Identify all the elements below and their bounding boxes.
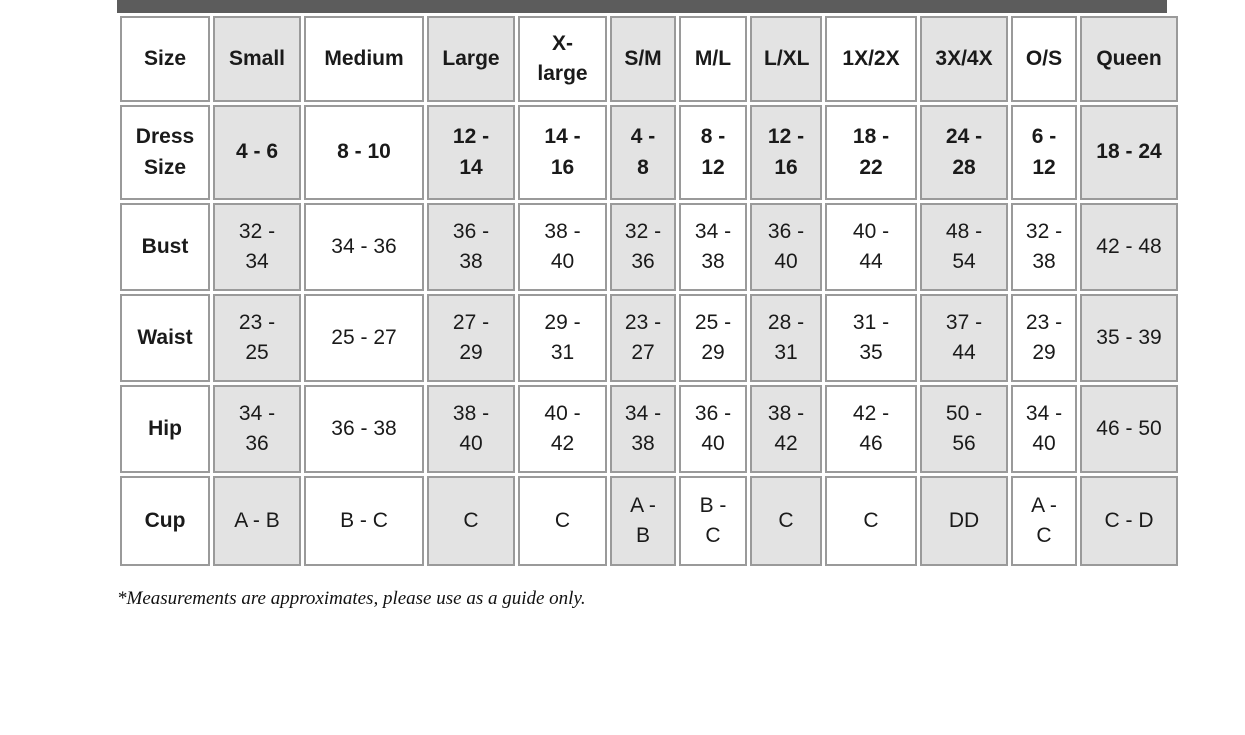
data-cell: DD xyxy=(920,476,1008,566)
data-cell: A - B xyxy=(213,476,301,566)
data-cell: 31 - 35 xyxy=(825,294,917,382)
column-header: M/L xyxy=(679,16,747,102)
data-cell: 25 - 29 xyxy=(679,294,747,382)
data-cell: 38 - 40 xyxy=(427,385,515,473)
data-cell: C xyxy=(750,476,822,566)
column-header: X-large xyxy=(518,16,607,102)
data-cell: 42 - 46 xyxy=(825,385,917,473)
column-header: Large xyxy=(427,16,515,102)
data-cell: C xyxy=(518,476,607,566)
data-cell: 4 - 8 xyxy=(610,105,676,200)
data-cell: 25 - 27 xyxy=(304,294,424,382)
data-cell: 23 - 27 xyxy=(610,294,676,382)
data-cell: 27 - 29 xyxy=(427,294,515,382)
data-cell: 34 - 38 xyxy=(679,203,747,291)
column-header: L/XL xyxy=(750,16,822,102)
data-cell: 32 - 36 xyxy=(610,203,676,291)
data-cell: 34 - 36 xyxy=(213,385,301,473)
footnote: *Measurements are approximates, please use as a guide only. xyxy=(117,588,586,609)
data-cell: 37 - 44 xyxy=(920,294,1008,382)
data-cell: 34 - 36 xyxy=(304,203,424,291)
column-header: 3X/4X xyxy=(920,16,1008,102)
table-row xyxy=(120,203,1178,291)
table-row xyxy=(120,105,1178,200)
column-header: Small xyxy=(213,16,301,102)
data-cell: 34 - 40 xyxy=(1011,385,1077,473)
data-cell: B - C xyxy=(679,476,747,566)
column-header: Medium xyxy=(304,16,424,102)
data-cell: B - C xyxy=(304,476,424,566)
data-cell: 23 - 29 xyxy=(1011,294,1077,382)
data-cell: C xyxy=(825,476,917,566)
data-cell: 38 - 40 xyxy=(518,203,607,291)
data-cell: A - C xyxy=(1011,476,1077,566)
size-chart xyxy=(117,0,1167,569)
data-cell: 29 - 31 xyxy=(518,294,607,382)
row-label: Cup xyxy=(120,476,210,566)
data-cell: 14 - 16 xyxy=(518,105,607,200)
data-cell: 46 - 50 xyxy=(1080,385,1178,473)
data-cell: 50 - 56 xyxy=(920,385,1008,473)
data-cell: 38 - 42 xyxy=(750,385,822,473)
row-label: Waist xyxy=(120,294,210,382)
data-cell: 42 - 48 xyxy=(1080,203,1178,291)
size-chart-table xyxy=(117,13,1181,569)
column-header: 1X/2X xyxy=(825,16,917,102)
data-cell: 23 - 25 xyxy=(213,294,301,382)
column-header: S/M xyxy=(610,16,676,102)
row-label: Bust xyxy=(120,203,210,291)
data-cell: C - D xyxy=(1080,476,1178,566)
data-cell: C xyxy=(427,476,515,566)
data-cell: 40 - 42 xyxy=(518,385,607,473)
column-header: O/S xyxy=(1011,16,1077,102)
data-cell: 8 - 10 xyxy=(304,105,424,200)
data-cell: 35 - 39 xyxy=(1080,294,1178,382)
data-cell: 36 - 38 xyxy=(304,385,424,473)
data-cell: 40 - 44 xyxy=(825,203,917,291)
data-cell: 36 - 38 xyxy=(427,203,515,291)
data-cell: 4 - 6 xyxy=(213,105,301,200)
data-cell: 48 - 54 xyxy=(920,203,1008,291)
table-row xyxy=(120,476,1178,566)
data-cell: 36 - 40 xyxy=(679,385,747,473)
table-top-bar xyxy=(117,0,1167,13)
table-row xyxy=(120,294,1178,382)
table-row xyxy=(120,385,1178,473)
data-cell: 24 - 28 xyxy=(920,105,1008,200)
data-cell: 32 - 34 xyxy=(213,203,301,291)
data-cell: 36 - 40 xyxy=(750,203,822,291)
data-cell: 34 - 38 xyxy=(610,385,676,473)
data-cell: A - B xyxy=(610,476,676,566)
row-label: Dress Size xyxy=(120,105,210,200)
row-label: Hip xyxy=(120,385,210,473)
data-cell: 8 - 12 xyxy=(679,105,747,200)
data-cell: 6 - 12 xyxy=(1011,105,1077,200)
column-header: Queen xyxy=(1080,16,1178,102)
data-cell: 18 - 24 xyxy=(1080,105,1178,200)
data-cell: 12 - 16 xyxy=(750,105,822,200)
data-cell: 12 - 14 xyxy=(427,105,515,200)
column-header: Size xyxy=(120,16,210,102)
header-row xyxy=(120,16,1178,102)
data-cell: 32 - 38 xyxy=(1011,203,1077,291)
data-cell: 18 - 22 xyxy=(825,105,917,200)
data-cell: 28 - 31 xyxy=(750,294,822,382)
